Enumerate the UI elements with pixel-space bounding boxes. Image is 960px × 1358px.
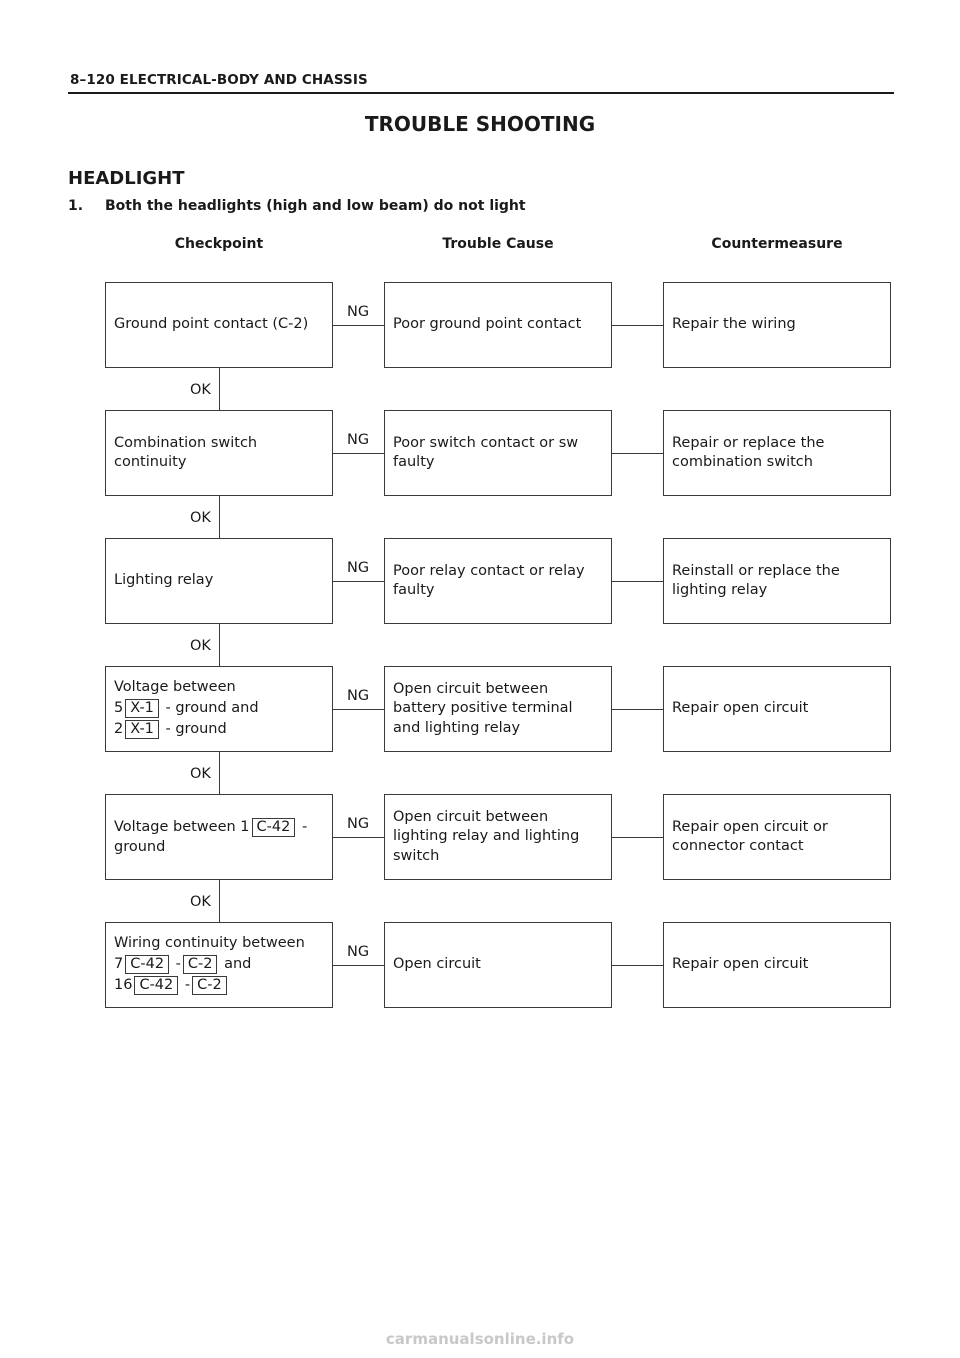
checkpoint-text: ground [114, 838, 166, 855]
ng-label: NG [347, 304, 370, 320]
cause-countermeasure-connector [612, 453, 663, 454]
checkpoint-line [114, 315, 324, 335]
checkpoint-line [114, 838, 324, 858]
cause-line: faulty [393, 454, 435, 470]
issue-number: 1. [68, 198, 84, 214]
connector-tag: X-1 [125, 720, 159, 739]
trouble-cause-box [384, 282, 612, 368]
ng-connector [333, 581, 384, 582]
checkpoint-box [105, 282, 333, 368]
checkpoint-text: Wiring continuity between [114, 935, 305, 952]
checkpoint-box [105, 922, 333, 1008]
cause-line: switch [393, 847, 440, 864]
trouble-cause-box [384, 922, 612, 1008]
checkpoint-box [105, 666, 333, 752]
cause-countermeasure-connector [612, 325, 663, 326]
checkpoint-line [114, 975, 324, 996]
column-header-cause: Trouble Cause [442, 236, 554, 252]
cause-line: lighting relay and lighting [393, 828, 580, 845]
connector-tag: C-2 [192, 976, 227, 995]
checkpoint-text: 5 [114, 699, 124, 716]
section-title: HEADLIGHT [68, 168, 185, 189]
cause-line: faulty [393, 582, 435, 598]
checkpoint-text: - ground [160, 720, 227, 737]
countermeasure-line: lighting relay [672, 582, 768, 598]
connector-tag: C-42 [252, 818, 296, 837]
checkpoint-text: - [171, 955, 181, 972]
cause-line: Open circuit [393, 956, 481, 973]
cause-line: Open circuit between [393, 808, 549, 825]
countermeasure-box [663, 538, 891, 624]
column-header-checkpoint: Checkpoint [174, 236, 264, 252]
ng-label: NG [347, 944, 370, 960]
countermeasure-line: combination switch [672, 454, 813, 470]
cause-countermeasure-connector [612, 837, 663, 838]
checkpoint-line [114, 698, 324, 719]
checkpoint-line [114, 954, 324, 975]
checkpoint-line [114, 453, 324, 473]
ok-connector [219, 880, 220, 922]
ok-label: OK [190, 638, 211, 654]
issue-text: Both the headlights (high and low beam) do not light [105, 198, 526, 214]
ok-label: OK [190, 382, 211, 398]
checkpoint-line [114, 434, 324, 454]
cause-line: Poor switch contact or sw [393, 434, 579, 451]
checkpoint-text: Voltage between 1 [114, 818, 250, 835]
ng-label: NG [347, 432, 370, 448]
countermeasure-box [663, 794, 891, 880]
checkpoint-text: Voltage between [114, 679, 236, 696]
countermeasure-box [663, 282, 891, 368]
cause-line: Open circuit between [393, 680, 549, 697]
ok-label: OK [190, 894, 211, 910]
trouble-cause-box [384, 538, 612, 624]
cause-countermeasure-connector [612, 709, 663, 710]
cause-line: Poor relay contact or relay [393, 562, 585, 579]
ok-connector [219, 368, 220, 410]
header-page-ref: 8–120 ELECTRICAL-BODY AND CHASSIS [70, 72, 368, 88]
countermeasure-line: Reinstall or replace the [672, 562, 840, 579]
ok-connector [219, 624, 220, 666]
ng-label: NG [347, 816, 370, 832]
checkpoint-box [105, 794, 333, 880]
countermeasure-box [663, 410, 891, 496]
ng-label: NG [347, 560, 370, 576]
countermeasure-box [663, 666, 891, 752]
ng-connector [333, 709, 384, 710]
countermeasure-line: Repair open circuit [672, 956, 809, 973]
checkpoint-text: - [297, 818, 308, 835]
checkpoint-text: 2 [114, 720, 124, 737]
trouble-cause-box [384, 794, 612, 880]
countermeasure-line: connector contact [672, 838, 804, 854]
watermark-footer: carmanualsonline.info [385, 1330, 575, 1348]
checkpoint-box [105, 538, 333, 624]
ng-connector [333, 837, 384, 838]
trouble-cause-box [384, 410, 612, 496]
ok-connector [219, 496, 220, 538]
ok-label: OK [190, 766, 211, 782]
checkpoint-line [114, 678, 324, 698]
checkpoint-text: 16 [114, 976, 133, 993]
issue-line [68, 198, 526, 214]
ng-connector [333, 965, 384, 966]
countermeasure-line: Repair open circuit [672, 700, 809, 717]
countermeasure-line: Repair open circuit or [672, 818, 828, 835]
column-header-countermeasure: Countermeasure [711, 236, 843, 252]
cause-line: Poor ground point contact [393, 316, 582, 333]
ng-connector [333, 325, 384, 326]
checkpoint-box [105, 410, 333, 496]
checkpoint-line [114, 817, 324, 838]
trouble-cause-box [384, 666, 612, 752]
page-title: TROUBLE SHOOTING [364, 112, 596, 136]
cause-line: and lighting relay [393, 719, 521, 736]
checkpoint-text: Combination switch [114, 434, 258, 451]
countermeasure-line: Repair or replace the [672, 434, 825, 451]
connector-tag: C-2 [183, 955, 218, 974]
connector-tag: X-1 [125, 699, 159, 718]
checkpoint-line [114, 934, 324, 954]
cause-countermeasure-connector [612, 965, 663, 966]
checkpoint-line [114, 719, 324, 740]
ok-label: OK [190, 510, 211, 526]
checkpoint-text: continuity [114, 454, 187, 470]
ok-connector [219, 752, 220, 794]
checkpoint-text: Ground point contact (C-2) [114, 316, 309, 333]
header-rule [68, 92, 894, 94]
checkpoint-text: Lighting relay [114, 572, 214, 589]
checkpoint-line [114, 571, 324, 591]
connector-tag: C-42 [125, 955, 169, 974]
ng-connector [333, 453, 384, 454]
countermeasure-box [663, 922, 891, 1008]
cause-line: battery positive terminal [393, 700, 573, 717]
ng-label: NG [347, 688, 370, 704]
checkpoint-text: and [219, 955, 252, 972]
checkpoint-text: 7 [114, 955, 124, 972]
checkpoint-text: - ground and [160, 699, 259, 716]
cause-countermeasure-connector [612, 581, 663, 582]
countermeasure-line: Repair the wiring [672, 316, 796, 333]
checkpoint-text: - [180, 976, 191, 993]
connector-tag: C-42 [134, 976, 178, 995]
